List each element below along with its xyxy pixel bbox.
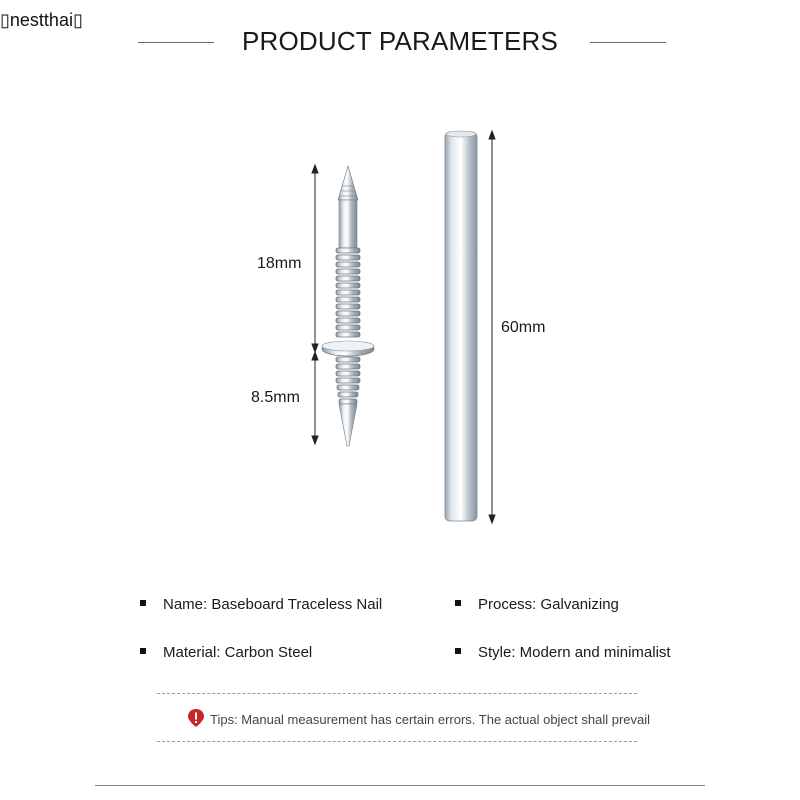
spec-item <box>455 596 619 613</box>
warning-icon <box>186 708 206 731</box>
square-bullet-icon <box>140 648 146 654</box>
brand-bracket-left: ▯ <box>0 10 10 30</box>
dashed-divider-bottom <box>157 741 637 742</box>
brand-bracket-right: ▯ <box>72 10 83 30</box>
dimension-arrow-lower <box>312 352 318 444</box>
spec-text: Name: Baseboard Traceless Nail <box>163 596 383 613</box>
dimension-label-upper: 18mm <box>257 255 302 272</box>
dimension-arrow-rod <box>489 131 495 523</box>
dimension-label-rod: 60mm <box>501 319 546 336</box>
spec-text: Style: Modern and minimalist <box>478 644 671 661</box>
page-title: PRODUCT PARAMETERS <box>241 26 559 56</box>
nail-part <box>322 166 374 446</box>
square-bullet-icon <box>455 600 461 606</box>
bottom-rule <box>95 785 705 786</box>
square-bullet-icon <box>455 648 461 654</box>
brand-text: nestthai <box>9 10 73 30</box>
tip-text: Tips: Manual measurement has certain errors. The actual object shall prevail <box>210 711 651 727</box>
dimension-label-lower: 8.5mm <box>251 389 300 406</box>
spec-item <box>140 596 382 613</box>
spec-item <box>455 644 671 661</box>
rod-part <box>445 131 477 521</box>
dimension-arrow-upper <box>312 165 318 352</box>
spec-text: Material: Carbon Steel <box>163 644 313 661</box>
dashed-divider-top <box>157 693 637 694</box>
tip-notice <box>186 709 650 732</box>
spec-text: Process: Galvanizing <box>478 596 619 613</box>
square-bullet-icon <box>140 600 146 606</box>
spec-item <box>140 644 312 661</box>
